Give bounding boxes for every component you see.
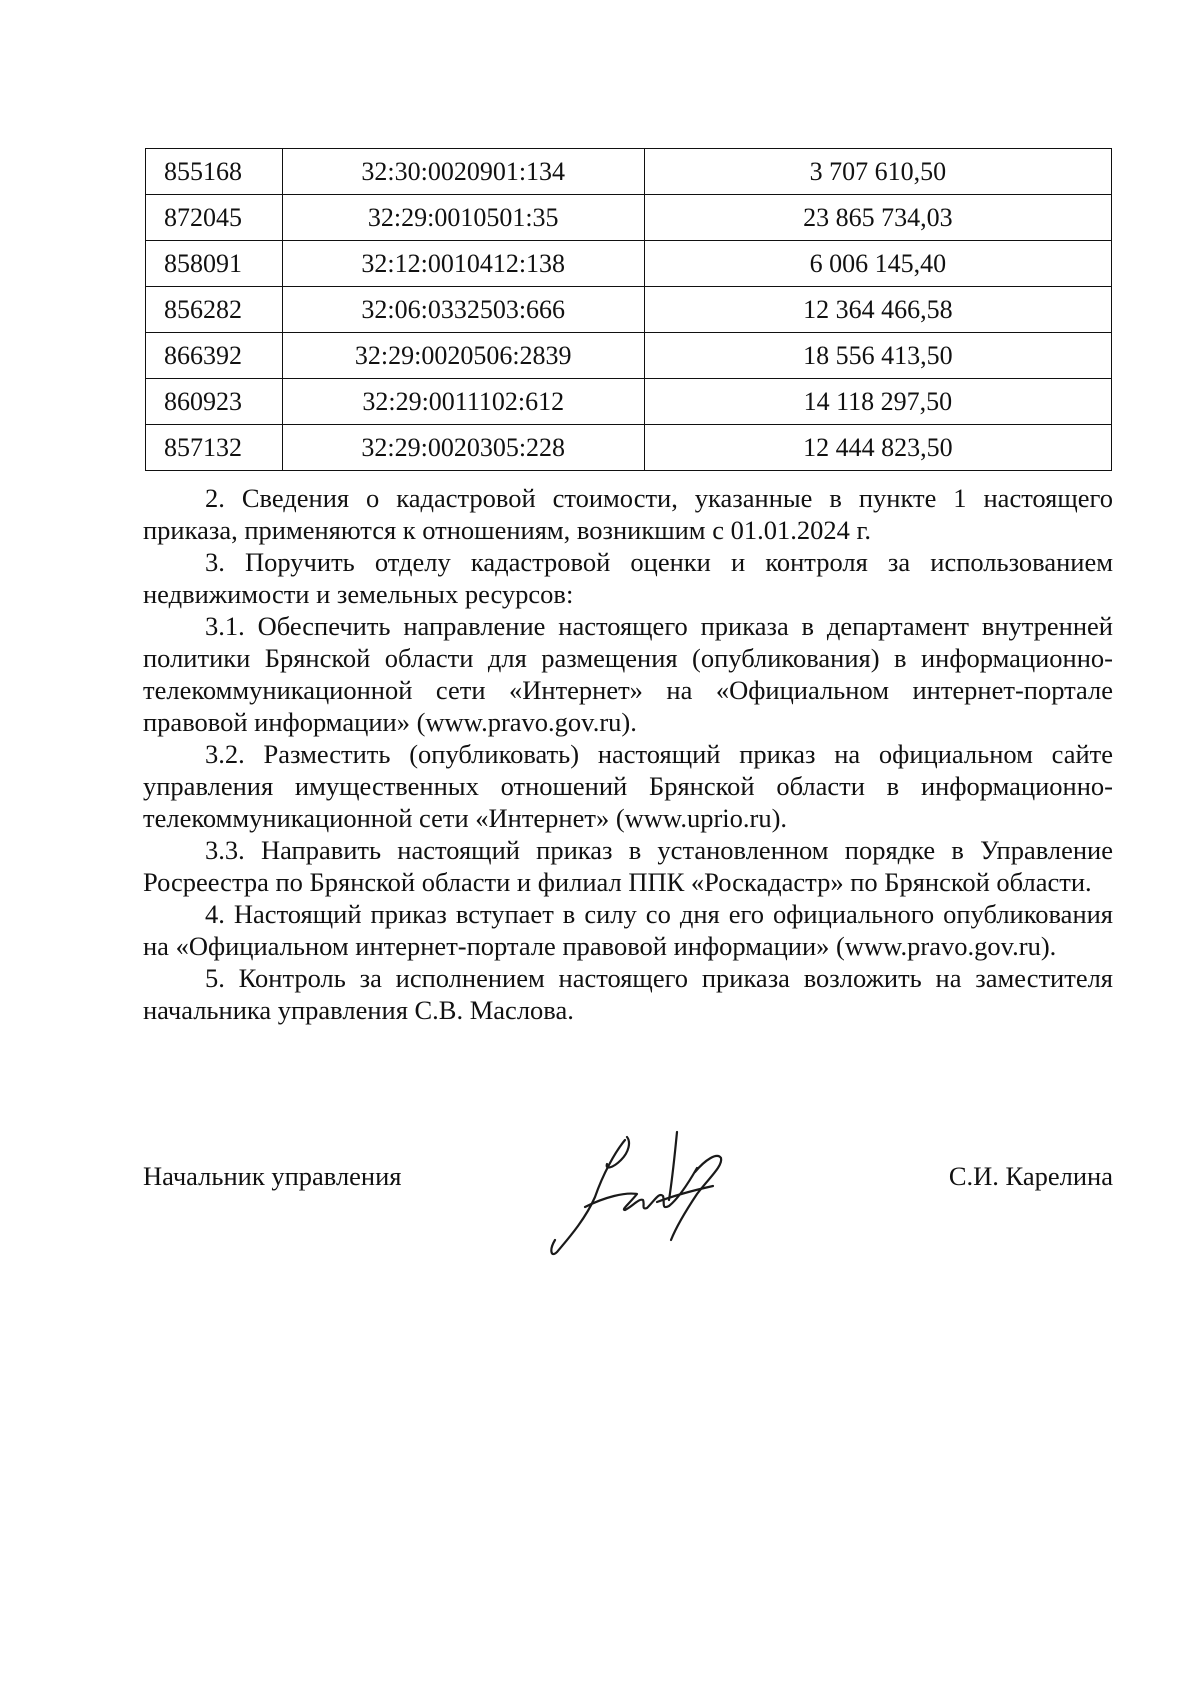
- object-number-cell: 860923: [146, 379, 283, 425]
- table-row: [146, 149, 1112, 195]
- order-body-text: [143, 482, 1113, 1026]
- object-number-cell: 855168: [146, 149, 283, 195]
- paragraph-4: 4. Настоящий приказ вступает в силу со дня его официального опубликования на «Официальном интернет-портале правовой информации» (www.pravo.gov.ru).: [143, 899, 1113, 961]
- paragraph-3-1: 3.1. Обеспечить направление настоящего приказа в департамент внутренней политики Брянской области для размещения (опубликования) в информационно-телекоммуникационной сети «Интернет» на «Официальном интернет-портале правовой информации» (www.pravo.gov.ru).: [143, 611, 1113, 737]
- paragraph-5: 5. Контроль за исполнением настоящего приказа возложить на заместителя начальника управления С.В. Маслова.: [143, 963, 1113, 1025]
- signer-name: С.И. Карелина: [948, 1161, 1113, 1191]
- cadastral-value-cell: 12 364 466,58: [644, 287, 1111, 333]
- cadastral-number-cell: 32:29:0020305:228: [282, 425, 644, 471]
- cadastral-number-cell: 32:30:0020901:134: [282, 149, 644, 195]
- cadastral-number-cell: 32:06:0332503:666: [282, 287, 644, 333]
- object-number-cell: 858091: [146, 241, 283, 287]
- cadastral-value-cell: 18 556 413,50: [644, 333, 1111, 379]
- cadastral-number-cell: 32:29:0011102:612: [282, 379, 644, 425]
- object-number-cell: 857132: [146, 425, 283, 471]
- table-row: [146, 195, 1112, 241]
- paragraph-3: 3. Поручить отделу кадастровой оценки и контроля за использованием недвижимости и земельных ресурсов:: [143, 547, 1113, 609]
- cadastral-value-cell: 23 865 734,03: [644, 195, 1111, 241]
- cadastral-value-table: [145, 148, 1112, 471]
- object-number-cell: 872045: [146, 195, 283, 241]
- cadastral-value-cell: 14 118 297,50: [644, 379, 1111, 425]
- paragraph-3-3: 3.3. Направить настоящий приказ в установленном порядке в Управление Росреестра по Брянской области и филиал ППК «Роскадастр» по Брянской области.: [143, 835, 1113, 897]
- cadastral-number-cell: 32:12:0010412:138: [282, 241, 644, 287]
- table-row: [146, 333, 1112, 379]
- table-body: [146, 149, 1112, 471]
- cadastral-number-cell: 32:29:0020506:2839: [282, 333, 644, 379]
- table-row: [146, 379, 1112, 425]
- table-row: [146, 241, 1112, 287]
- cadastral-value-cell: 3 707 610,50: [644, 149, 1111, 195]
- cadastral-number-cell: 32:29:0010501:35: [282, 195, 644, 241]
- table-row: [146, 425, 1112, 471]
- cadastral-value-cell: 6 006 145,40: [644, 241, 1111, 287]
- table-row: [146, 287, 1112, 333]
- signer-position: Начальник управления: [143, 1161, 402, 1191]
- object-number-cell: 866392: [146, 333, 283, 379]
- cadastral-value-cell: 12 444 823,50: [644, 425, 1111, 471]
- object-number-cell: 856282: [146, 287, 283, 333]
- paragraph-2: 2. Сведения о кадастровой стоимости, указанные в пункте 1 настоящего приказа, применяются к отношениям, возникшим с 01.01.2024 г.: [143, 483, 1113, 545]
- paragraph-3-2: 3.2. Разместить (опубликовать) настоящий приказ на официальном сайте управления имущественных отношений Брянской области в информационно-телекоммуникационной сети «Интернет» (www.uprio.ru).: [143, 739, 1113, 833]
- handwritten-signature-icon: [545, 1112, 745, 1262]
